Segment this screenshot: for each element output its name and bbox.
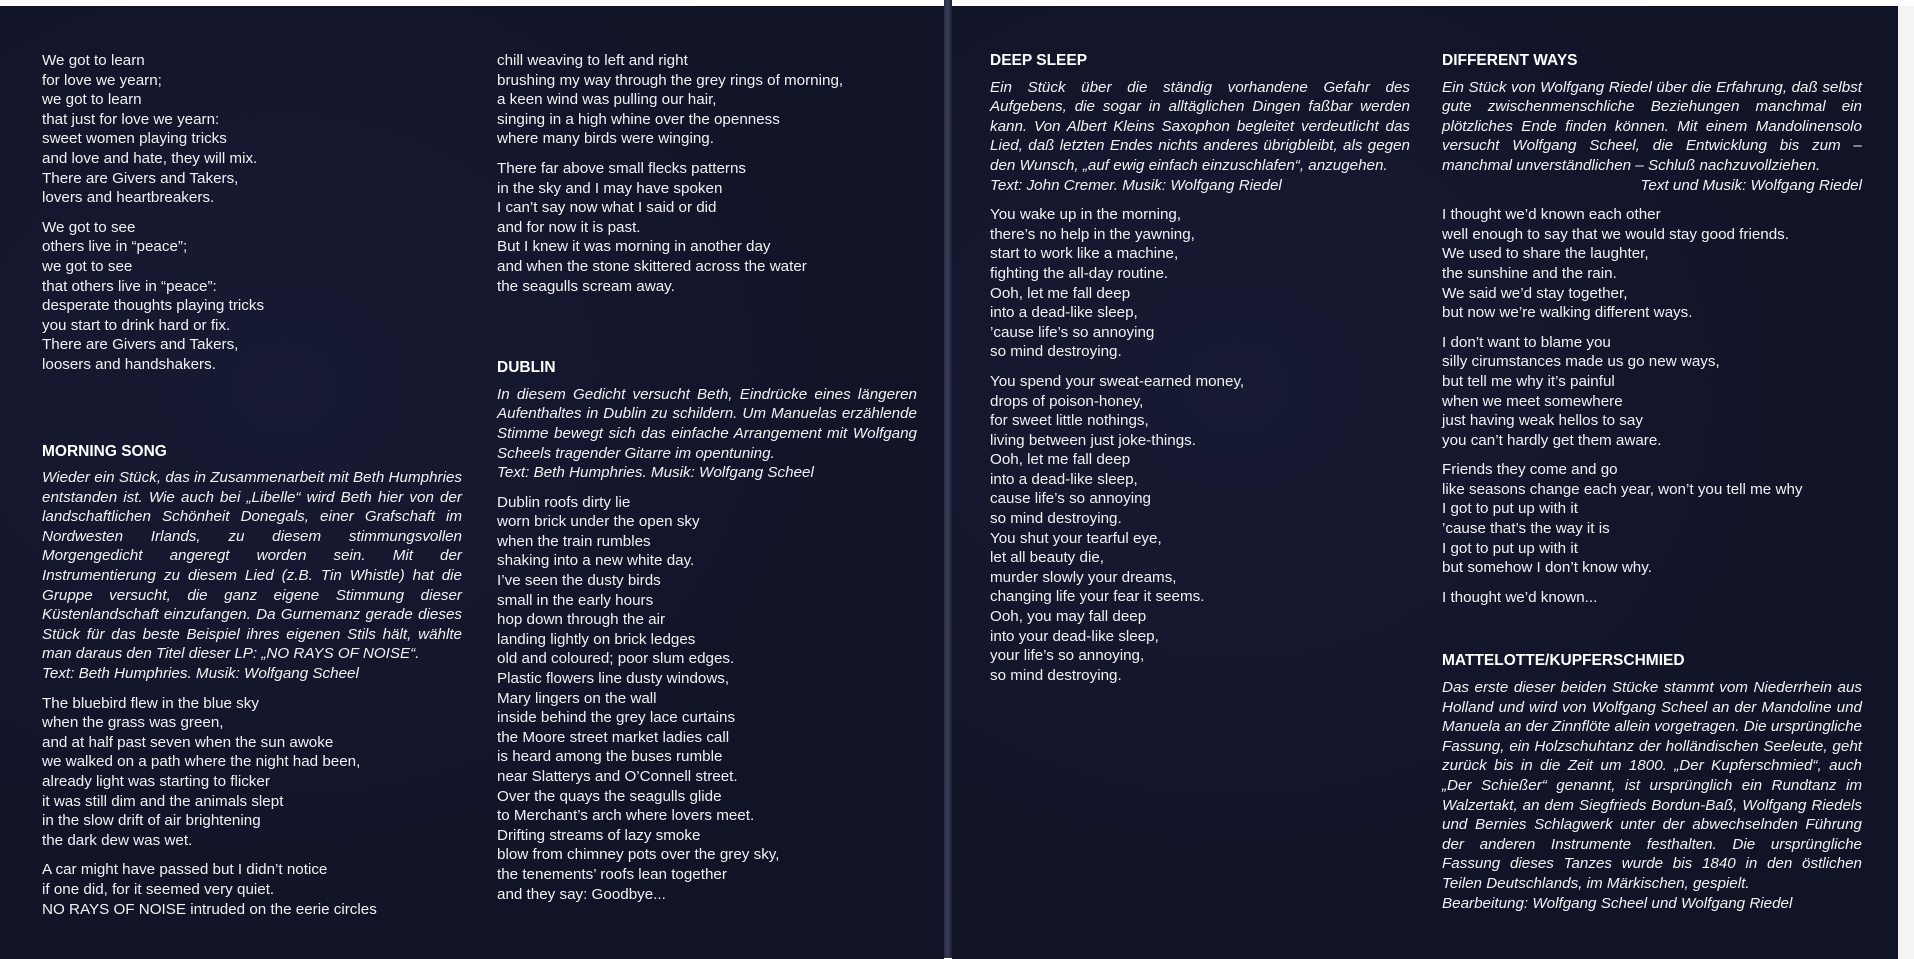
lyrics-verse — [1442, 205, 1862, 323]
lyric-line: Drifting streams of lazy smoke — [497, 826, 701, 844]
song-credit: Bearbeitung: Wolfgang Scheel und Wolfgang Riedel — [1442, 894, 1793, 912]
lyric-line: we walked on a path where the night had been, — [42, 753, 361, 771]
lyric-line: into a dead-like sleep, — [990, 470, 1138, 488]
lyric-line: lovers and heartbreakers. — [42, 189, 215, 207]
lyric-line: silly cirumstances made us go new ways, — [1442, 353, 1720, 371]
lyric-line: murder slowly your dreams, — [990, 568, 1177, 586]
lyric-line: the sunshine and the rain. — [1442, 264, 1617, 282]
lyric-line: Dublin roofs dirty lie — [497, 493, 631, 511]
lyric-line: we got to see — [42, 257, 133, 275]
song-credit: Text und Musik: Wolfgang Riedel — [1640, 176, 1862, 194]
song-credit: Text: Beth Humphries. Musik: Wolfgang Scheel — [42, 665, 359, 683]
lyric-line: Ooh, let me fall deep — [990, 284, 1131, 302]
lyric-line: but now we’re walking different ways. — [1442, 304, 1693, 322]
song-intro — [1442, 678, 1862, 913]
lyric-line: blow from chimney pots over the grey sky, — [497, 846, 780, 864]
lyric-line: living between just joke-things. — [990, 431, 1196, 449]
lyrics-verse — [42, 218, 462, 375]
lyric-line: and for now it is past. — [497, 218, 641, 236]
lyrics-verse — [1442, 460, 1862, 578]
song-intro — [42, 468, 462, 684]
lyric-line: drops of poison-honey, — [990, 392, 1144, 410]
lyric-line: ’cause that’s the way it is — [1442, 520, 1610, 538]
page-edge — [1898, 6, 1914, 959]
lyric-line: hop down through the air — [497, 611, 666, 629]
lyric-line: is heard among the buses rumble — [497, 748, 723, 766]
lyric-line: just having weak hellos to say — [1442, 412, 1643, 430]
song-credit: Text: Beth Humphries. Musik: Wolfgang Scheel — [497, 464, 814, 482]
lyric-line: near Slatterys and O’Connell street. — [497, 768, 738, 785]
lyric-line: I thought we’d known each other — [1442, 206, 1661, 224]
lyrics-verse — [497, 159, 917, 296]
song-title-mattelotte: MATTELOTTE/KUPFERSCHMIED — [1442, 652, 1685, 670]
song-credit: Text: John Cremer. Musik: Wolfgang Riedel — [990, 176, 1282, 194]
lyric-line: let all beauty die, — [990, 549, 1104, 567]
lyric-line: small in the early hours — [497, 591, 654, 609]
lyric-line: Ooh, let me fall deep — [990, 451, 1131, 469]
lyric-line: Friends they come and go — [1442, 461, 1618, 479]
lyric-line: I can’t say now what I said or did — [497, 199, 717, 217]
intro-text: Das erste dieser beiden Stücke stammt vom Niederrhein aus Holland und wird von Wolfgang Scheel an der Mandoline und Manuela an der Zinnflöte allein vorgetragen. Die ursprüngliche Fassung, ein Holzschuhtanz der holländischen Seeleute, geht zurück bis in die Zeit um 1800. „Der Kupferschmied“, auch „Der Schießer“ genannt, ist ursprünglich ein Rundtanz im Walzertakt, an dem Siegfrieds Bordun-Baß, Wolfgang Riedels und Bernies Schlagwerk unter der abwechselnden Führung der anderen Instrumente festhalten. Die ursprüngliche Fassung dieses Tanzes wurde bis 1840 in den östlichen Teilen Deutschlands, im Märkischen, gespielt. — [1442, 679, 1862, 892]
lyric-line: when the train rumbles — [497, 532, 651, 550]
lyric-line: already light was starting to flicker — [42, 773, 270, 790]
lyric-line: Over the quays the seagulls glide — [497, 787, 722, 805]
lyric-line: You spend your sweat-earned money, — [990, 372, 1245, 390]
lyric-line: a keen wind was pulling our hair, — [497, 91, 717, 109]
lyric-line: for love we yearn; — [42, 71, 162, 89]
lyric-line: You shut your tearful eye, — [990, 529, 1162, 547]
lyric-line: Ooh, you may fall deep — [990, 608, 1147, 626]
lyric-line: shaking into a new white day. — [497, 552, 695, 570]
lyric-line: you start to drink hard or fix. — [42, 316, 231, 334]
left-column — [42, 51, 462, 929]
lyric-line: there’s no help in the yawning, — [990, 225, 1195, 243]
right-column — [1442, 51, 1862, 923]
lyric-line: like seasons change each year, won’t you tell me why — [1442, 480, 1803, 498]
lyric-line: inside behind the grey lace curtains — [497, 709, 736, 727]
lyric-line: I got to put up with it — [1442, 500, 1578, 518]
lyric-line: your life’s so annoying, — [990, 647, 1145, 665]
lyric-line: others live in “peace”; — [42, 238, 188, 256]
lyric-line: the Moore street market ladies call — [497, 728, 730, 746]
intro-text: Ein Stück von Wolfgang Riedel über die Erfahrung, daß selbst gute zwischenmenschliche Beziehungen manchmal ein plötzliches Ende finden können. Mit einem Mandolinensolo versucht Wolfgang Scheel, die Entwicklung bis zum – manchmal unverständlichen – Schluß nachzuvollziehen. — [1442, 78, 1862, 174]
lyric-line: but somehow I don’t know why. — [1442, 559, 1652, 577]
lyric-line: you can’t hardly get them aware. — [1442, 431, 1662, 449]
lyric-line: There are Givers and Takers, — [42, 336, 239, 354]
lyric-line: chill weaving to left and right — [497, 52, 688, 69]
lyric-line: to Merchant’s arch where lovers meet. — [497, 807, 755, 825]
lyric-line: Mary lingers on the wall — [497, 689, 657, 707]
lyric-line: start to work like a machine, — [990, 245, 1179, 263]
lyric-line: and they say: Goodbye... — [497, 885, 666, 903]
lyric-line: old and coloured; poor slum edges. — [497, 650, 735, 668]
lyric-line: for sweet little nothings, — [990, 412, 1149, 430]
lyric-line: There far above small flecks patterns — [497, 159, 747, 177]
lyric-line: when we meet somewhere — [1442, 392, 1623, 410]
song-title-morning-song: MORNING SONG — [42, 442, 167, 460]
lyric-line: and love and hate, they will mix. — [42, 149, 258, 167]
left-column — [990, 51, 1410, 695]
lyric-line: changing life your fear it seems. — [990, 588, 1205, 606]
lyric-line: well enough to say that we would stay good friends. — [1442, 225, 1789, 243]
lyric-line: You wake up in the morning, — [990, 206, 1182, 224]
lyric-line: the dark dew was wet. — [42, 831, 193, 849]
lyric-line: But I knew it was morning in another day — [497, 238, 771, 256]
lyric-line: and when the stone skittered across the water — [497, 257, 807, 275]
lyrics-verse — [990, 205, 1410, 362]
lyric-line: in the sky and I may have spoken — [497, 179, 723, 197]
lyric-line: so mind destroying. — [990, 510, 1122, 528]
lyrics-verse — [42, 51, 462, 208]
lyric-line: The bluebird flew in the blue sky — [42, 694, 259, 712]
lyric-line: the seagulls scream away. — [497, 277, 675, 295]
lyric-line: but tell me why it’s painful — [1442, 372, 1615, 390]
lyric-line: sweet women playing tricks — [42, 130, 227, 148]
lyric-line: NO RAYS OF NOISE intruded on the eerie circles — [42, 900, 377, 918]
song-intro — [990, 78, 1410, 196]
right-page — [952, 6, 1898, 959]
lyric-line: ’cause life’s so annoying — [990, 323, 1155, 341]
right-column — [497, 51, 917, 914]
lyric-line: when the grass was green, — [42, 714, 224, 732]
lyric-line: I thought we’d known... — [1442, 588, 1598, 606]
intro-text: Wieder ein Stück, das in Zusammenarbeit mit Beth Humphries entstanden ist. Wie auch bei „Libelle“ wird Beth hier von der landschaftlichen Schönheit Donegals, einer Grafschaft im Nordwesten Irlands, zu diesem stimmungsvollen Morgengedicht angeregt worden sein. Mit der Instrumentierung zu diesem Lied (z.B. Tin Whistle) hat die Gruppe versucht, die ganz eigene Stimmung dieser Küstenlandschaft einzufangen. Da Gurnemanz gerade dieses Stück für das beste Beispiel ihres eigenen Stils hält, wählte man daraus den Titel dieser LP: „NO RAYS OF NOISE“. — [42, 469, 462, 663]
lyrics-verse — [42, 694, 462, 851]
lyric-line: I’ve seen the dusty birds — [497, 572, 661, 590]
lyrics-verse — [1442, 588, 1862, 608]
lyric-line: that others live in “peace”: — [42, 277, 217, 295]
lyric-line: so mind destroying. — [990, 666, 1122, 684]
left-page — [0, 6, 944, 959]
lyric-line: A car might have passed but I didn’t notice — [42, 861, 328, 879]
lyric-line: it was still dim and the animals slept — [42, 792, 284, 810]
lyric-line: There are Givers and Takers, — [42, 169, 239, 187]
lyric-line: desperate thoughts playing tricks — [42, 297, 265, 315]
lyric-line: cause life’s so annoying — [990, 490, 1151, 508]
lyric-line: I don’t want to blame you — [1442, 333, 1611, 351]
booklet-spine — [944, 0, 952, 958]
lyric-line: I got to put up with it — [1442, 539, 1578, 557]
lyric-line: that just for love we yearn: — [42, 110, 220, 128]
lyric-line: we got to learn — [42, 91, 142, 109]
song-title-different-ways: DIFFERENT WAYS — [1442, 52, 1578, 69]
lyric-line: brushing my way through the grey rings of morning, — [497, 71, 844, 89]
lyric-line: We got to see — [42, 218, 136, 236]
intro-text: In diesem Gedicht versucht Beth, Eindrücke eines längeren Aufenthaltes in Dublin zu schildern. Um Manuelas erzählende Stimme bewegt sich das einfache Arrangement mit Wolfgang Scheels tragender Gitarre im opentuning. — [497, 385, 917, 462]
lyrics-verse — [497, 493, 917, 904]
lyric-line: landing lightly on brick ledges — [497, 630, 696, 648]
lyric-line: We got to learn — [42, 52, 145, 69]
lyrics-verse — [1442, 333, 1862, 451]
lyric-line: into your dead-like sleep, — [990, 627, 1159, 645]
lyric-line: and at half past seven when the sun awoke — [42, 733, 334, 751]
lyric-line: fighting the all-day routine. — [990, 264, 1169, 282]
lyric-line: so mind destroying. — [990, 343, 1122, 361]
lyrics-verse — [497, 51, 917, 149]
lyric-line: where many birds were winging. — [497, 130, 714, 148]
lyric-line: We used to share the laughter, — [1442, 245, 1649, 263]
lyric-line: Plastic flowers line dusty windows, — [497, 670, 730, 688]
lyric-line: in the slow drift of air brightening — [42, 812, 261, 830]
lyric-line: worn brick under the open sky — [497, 513, 700, 531]
song-intro — [1442, 78, 1862, 196]
lyric-line: the tenements’ roofs lean together — [497, 865, 727, 883]
song-title-dublin: DUBLIN — [497, 359, 556, 377]
song-title-deep-sleep: DEEP SLEEP — [990, 52, 1088, 69]
lyrics-verse — [990, 372, 1410, 686]
lyric-line: loosers and handshakers. — [42, 355, 216, 373]
lyric-line: into a dead-like sleep, — [990, 304, 1138, 322]
intro-text: Ein Stück über die ständig vorhandene Gefahr des Aufgebens, die sogar in alltäglichen Dingen faßbar werden kann. Von Albert Kleins Saxophon begleitet verdeutlicht das Lied, daß letzten Endes nichts anderes übrigbleibt, als gegen den Wunsch, „auf ewig einfach einzuschlafen“, anzugehen. — [990, 78, 1410, 174]
lyric-line: if one did, for it seemed very quiet. — [42, 880, 275, 898]
song-intro — [497, 385, 917, 483]
lyrics-verse — [42, 860, 462, 919]
lyric-line: singing in a high whine over the openness — [497, 110, 780, 128]
lyric-line: We said we’d stay together, — [1442, 284, 1628, 302]
